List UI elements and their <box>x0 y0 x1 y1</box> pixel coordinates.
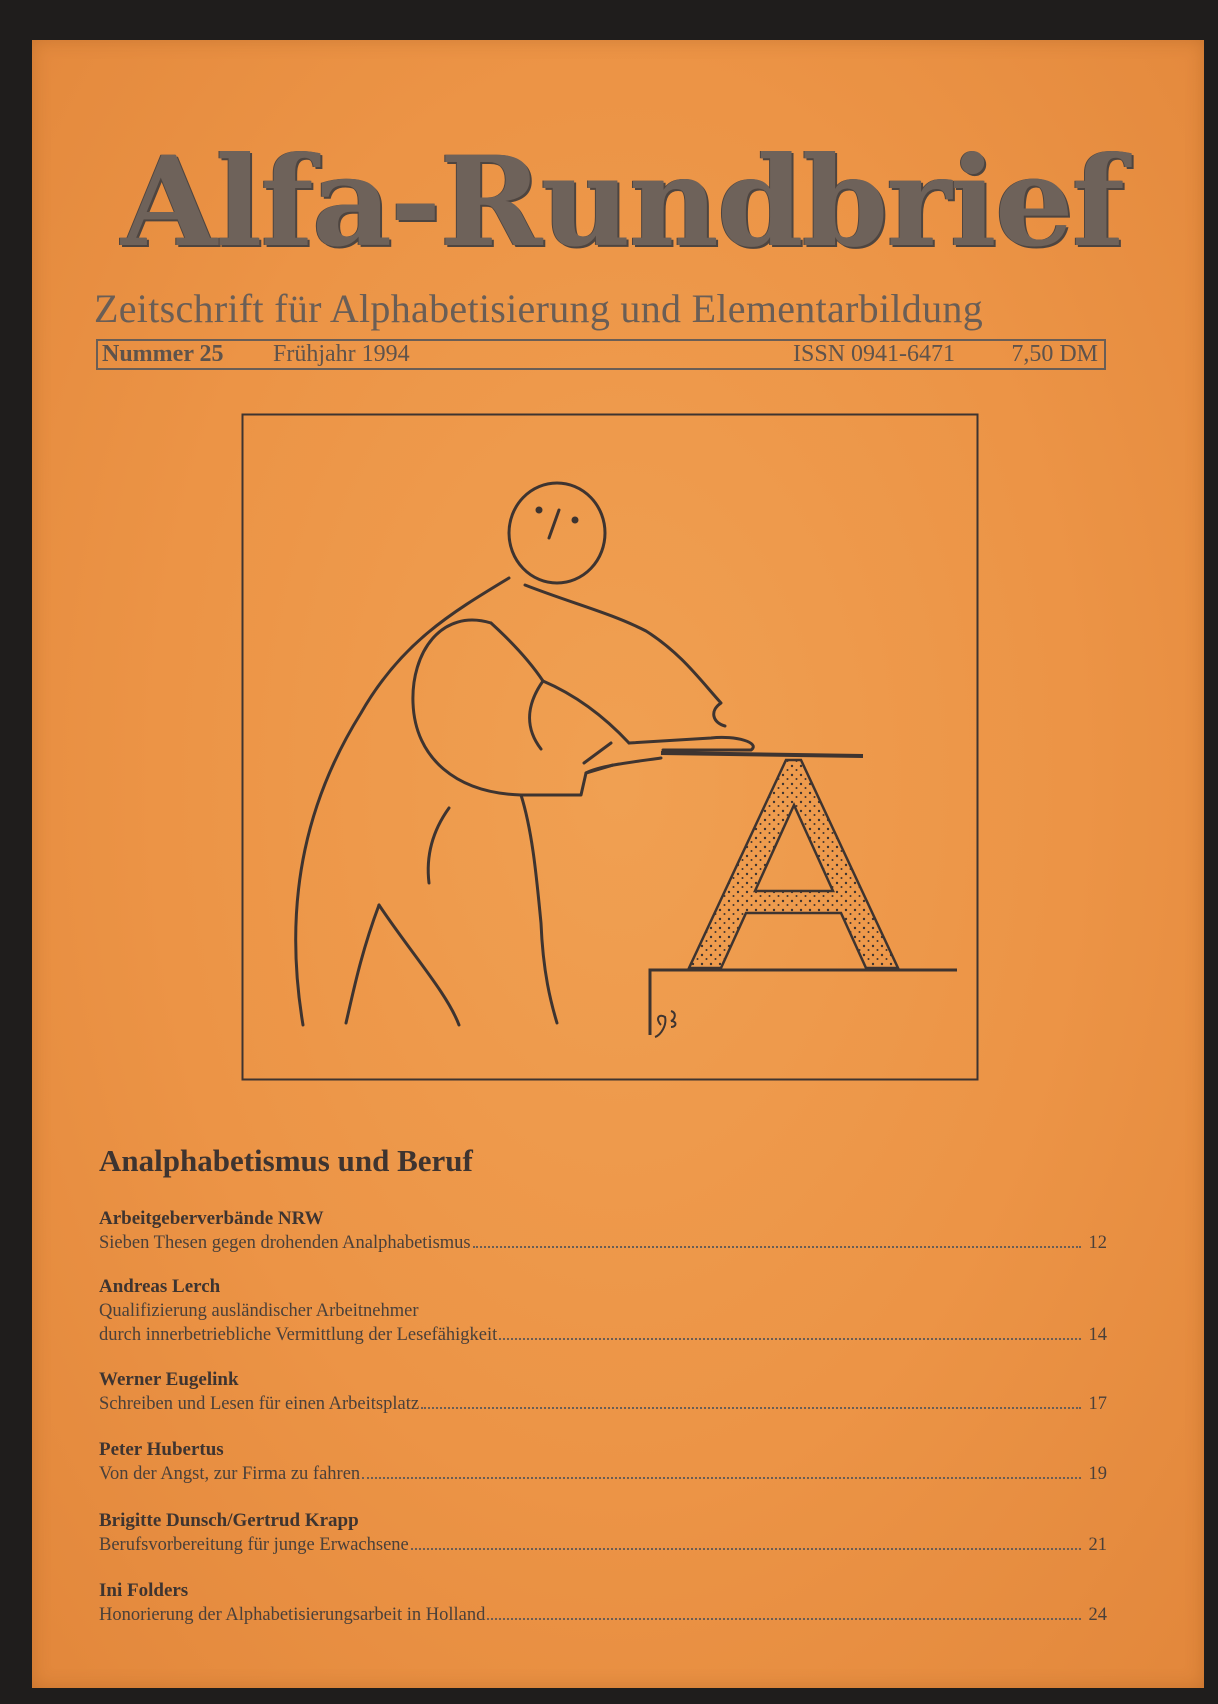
masthead-title: Alfa-Rundbrief <box>121 130 1123 275</box>
toc-article-line <box>99 1299 1107 1323</box>
toc-author: Andreas Lerch <box>99 1276 221 1297</box>
toc-entry <box>99 1368 1107 1416</box>
toc-article-line <box>99 1462 1107 1486</box>
toc-dot-leader <box>411 1548 1081 1550</box>
figure-head <box>509 483 605 583</box>
toc-author: Peter Hubertus <box>99 1439 224 1460</box>
toc-entry <box>99 1207 1107 1255</box>
toc-article-title: Schreiben und Lesen für einen Arbeitsplatz <box>99 1394 420 1414</box>
magazine-cover <box>32 40 1204 1688</box>
toc-article-title: Berufsvorbereitung für junge Erwachsene <box>99 1535 409 1555</box>
toc-article-title: durch innerbetriebliche Vermittlung der Lesefähigkeit <box>99 1325 498 1345</box>
toc-page-number: 17 <box>1088 1394 1107 1414</box>
toc-article-line <box>99 1392 1107 1416</box>
toc-dot-leader <box>499 1338 1081 1340</box>
toc-article-line <box>99 1533 1107 1557</box>
issue-theme-heading: Analphabetismus und Beruf <box>99 1143 473 1178</box>
toc-entry <box>99 1438 1107 1486</box>
toc-entry <box>99 1579 1107 1627</box>
issue-season: Frühjahr 1994 <box>273 341 410 367</box>
toc-author: Werner Eugelink <box>99 1369 239 1390</box>
toc-dot-leader <box>473 1246 1081 1248</box>
toc-page-number: 24 <box>1088 1605 1107 1625</box>
toc-author: Brigitte Dunsch/Gertrud Krapp <box>99 1510 359 1531</box>
toc-article-title: Sieben Thesen gegen drohenden Analphabetismus <box>99 1233 471 1253</box>
toc-page-number: 21 <box>1088 1535 1107 1555</box>
issue-number: Nummer 25 <box>102 341 224 367</box>
illustration-frame <box>243 415 978 1080</box>
masthead-subtitle: Zeitschrift für Alphabetisierung und Elementarbildung <box>94 286 984 331</box>
cover-illustration <box>241 413 979 1081</box>
toc-article-line <box>99 1231 1107 1255</box>
toc-dot-leader <box>487 1618 1081 1620</box>
toc-dot-leader <box>362 1477 1081 1479</box>
toc-article-title: Honorierung der Alphabetisierungsarbeit in Holland <box>99 1605 486 1625</box>
toc-dot-leader <box>421 1407 1081 1409</box>
toc-author: Arbeitgeberverbände NRW <box>99 1208 324 1229</box>
saw-blade <box>661 753 863 756</box>
issue-info-bar <box>96 339 1106 370</box>
toc-page-number: 19 <box>1088 1464 1107 1484</box>
toc-page-number: 12 <box>1088 1233 1107 1253</box>
letter-a-drawing <box>689 760 898 968</box>
issn: ISSN 0941-6471 <box>793 341 956 367</box>
toc-article-title: Qualifizierung ausländischer Arbeitnehmer <box>99 1301 419 1321</box>
toc-article-title: Von der Angst, zur Firma zu fahren <box>99 1464 361 1484</box>
toc-author: Ini Folders <box>99 1580 189 1601</box>
toc-article-line <box>99 1323 1107 1347</box>
price: 7,50 DM <box>1011 341 1098 367</box>
artist-signature <box>655 1011 676 1037</box>
workbench <box>650 970 957 1035</box>
toc-entry <box>99 1509 1107 1557</box>
toc-article-line <box>99 1603 1107 1627</box>
toc-page-number: 14 <box>1088 1325 1107 1345</box>
toc-entry <box>99 1275 1107 1347</box>
